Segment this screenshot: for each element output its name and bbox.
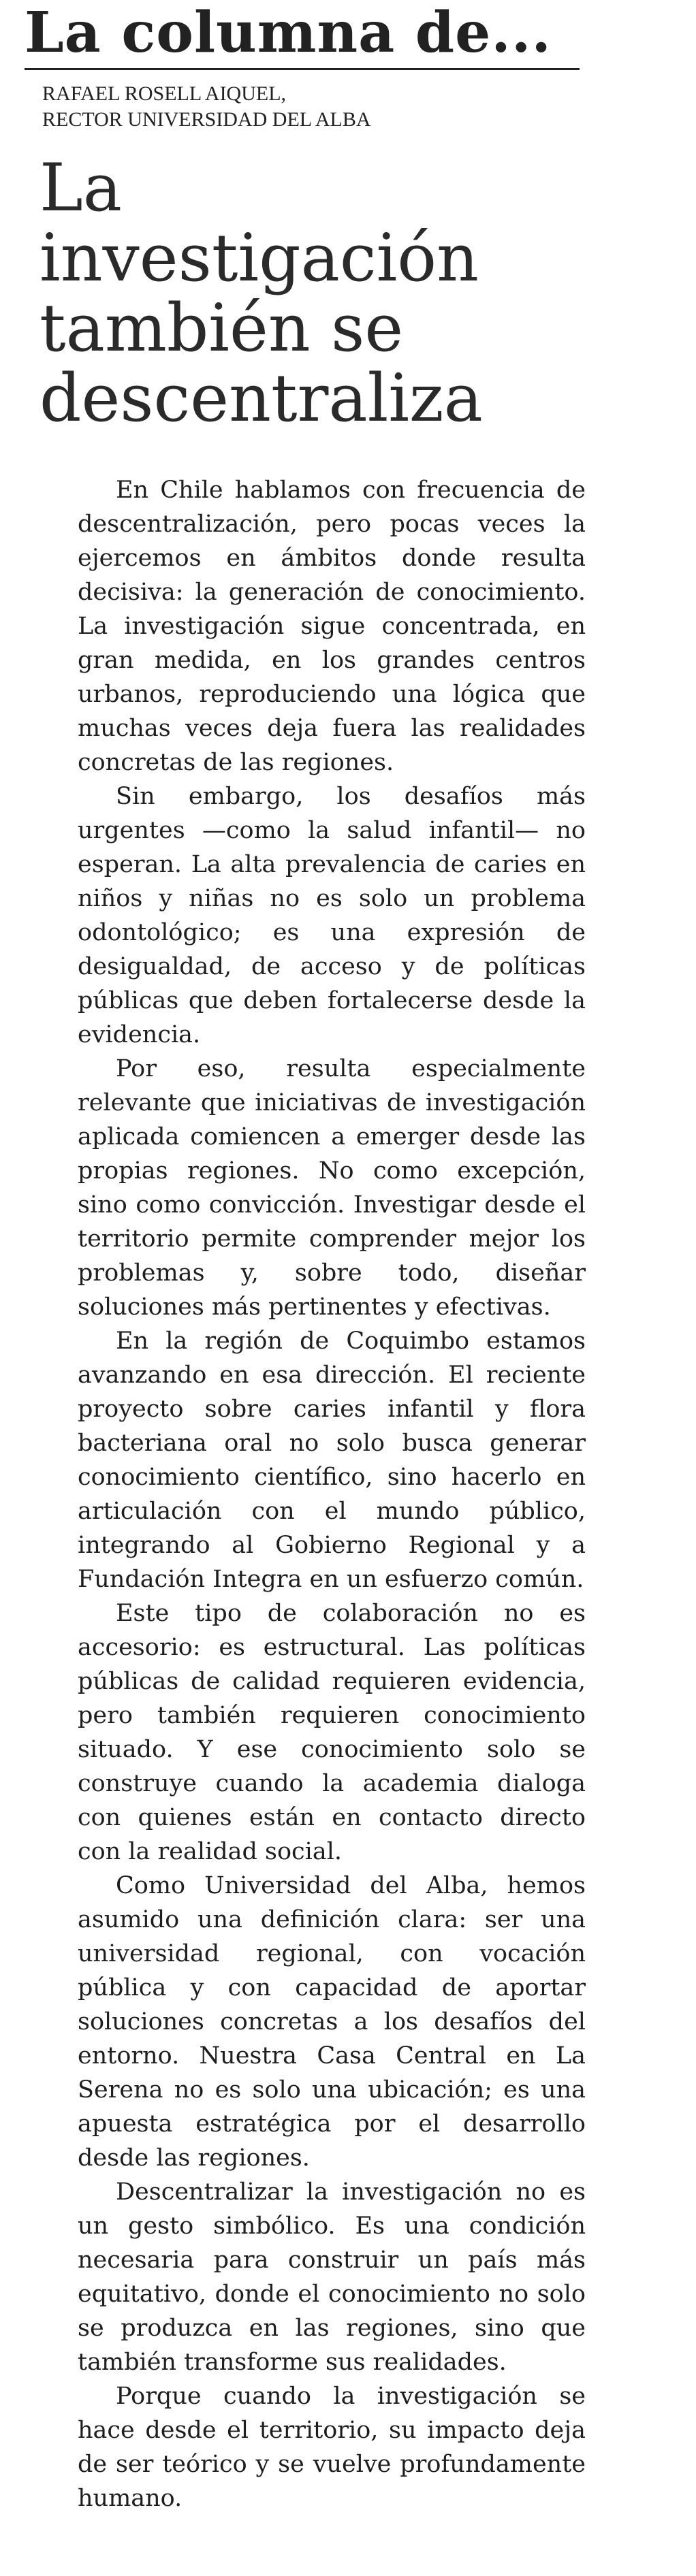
paragraph-3: Por eso, resulta especialmente relevante que iniciativas de investigación aplicada comiencen a emerger desde las propias regiones. No como excepción, sino como convicción. Investigar desde el territorio permite comprender mejor los problemas y, sobre todo, diseñar soluciones más pertinentes y efectivas.	[78, 1055, 586, 1321]
byline-role: RECTOR UNIVERSIDAD DEL ALBA	[42, 108, 371, 131]
headline: La investigación también se descentraliza	[39, 150, 483, 436]
paragraph-8: Porque cuando la investigación se hace desde el territorio, su impacto deja de ser teórico y se vuelve profundamente humano.	[78, 2383, 586, 2512]
section-title: La columna de...	[25, 0, 552, 65]
article-body	[78, 473, 586, 2515]
paragraph-7: Descentralizar la investigación no es un gesto simbólico. Es una condición necesaria para construir un país más equitativo, donde el conocimiento no solo se produzca en las regiones, sino que también transforme sus realidades.	[78, 2178, 586, 2376]
paragraph-5: Este tipo de colaboración no es accesorio: es estructural. Las políticas públicas de calidad requieren evidencia, pero también requieren conocimiento situado. Y ese conocimiento solo se construye cuando la academia dialoga con quienes están en contacto directo con la realidad social.	[78, 1600, 586, 1865]
title-rule	[25, 68, 580, 70]
byline	[42, 81, 580, 133]
paragraph-1: En Chile hablamos con frecuencia de descentralización, pero pocas veces la ejercemos en ámbitos donde resulta decisiva: la generación de conocimiento. La investigación sigue concentrada, en gran medida, en los grandes centros urbanos, reproduciendo una lógica que muchas veces deja fuera las realidades concretas de las regiones.	[78, 477, 586, 776]
paragraph-2: Sin embargo, los desafíos más urgentes —como la salud infantil— no esperan. La alta prevalencia de caries en niños y niñas no es solo un problema odontológico; es una expresión de desigualdad, de acceso y de políticas públicas que deben fortalecerse desde la evidencia.	[78, 783, 586, 1048]
opinion-column	[25, 0, 586, 2515]
byline-author: RAFAEL ROSELL AIQUEL,	[42, 82, 287, 105]
paragraph-4: En la región de Coquimbo estamos avanzando en esa dirección. El reciente proyecto sobre caries infantil y flora bacteriana oral no solo busca generar conocimiento científico, sino hacerlo en articulación con el mundo público, integrando al Gobierno Regional y a Fundación Integra en un esfuerzo común.	[78, 1327, 586, 1593]
paragraph-6: Como Universidad del Alba, hemos asumido una definición clara: ser una universidad regional, con vocación pública y con capacidad de aportar soluciones concretas a los desafíos del entorno. Nuestra Casa Central en La Serena no es solo una ubicación; es una apuesta estratégica por el desarrollo desde las regiones.	[78, 1872, 586, 2172]
